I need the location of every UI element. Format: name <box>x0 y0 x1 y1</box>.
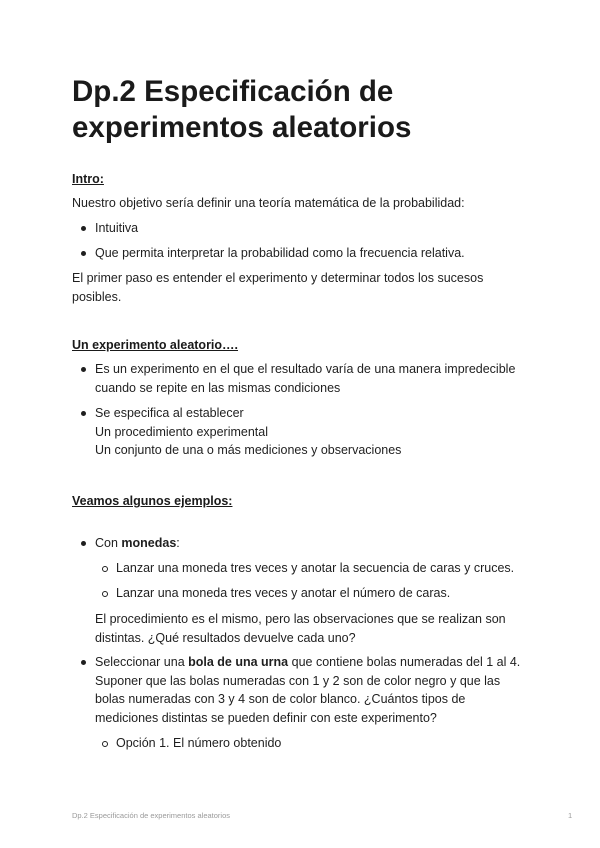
hollow-bullet-icon <box>102 566 108 572</box>
intro-closing-line-1: El primer paso es entender el experimento y determinar todos los sucesos <box>72 271 484 285</box>
title-line-2: experimentos aleatorios <box>72 111 412 144</box>
urna-line-2: Suponer que las bolas numeradas con 1 y 2 son de color negro y que las <box>95 673 501 688</box>
urna-line-4: mediciones distintas se pueden definir con este experimento? <box>95 710 437 725</box>
monedas-sub-2-text: Lanzar una moneda tres veces y anotar el número de caras. <box>116 586 451 600</box>
hollow-bullet-icon <box>102 591 108 597</box>
title-line-1: Dp.2 Especificación de <box>72 75 394 108</box>
urna-bullet <box>95 653 535 727</box>
bullet-icon <box>81 226 86 231</box>
experimento-heading: Un experimento aleatorio…. <box>72 338 239 352</box>
page-footer: Dp.2 Especificación de experimentos aleatorios <box>72 811 231 820</box>
intro-text: Nuestro objetivo sería definir una teoría matemática de la probabilidad: <box>72 196 465 210</box>
bullet-icon <box>81 367 86 372</box>
intro-closing-line-2: posibles. <box>72 289 122 304</box>
intro-closing <box>72 269 532 306</box>
urna-prefix: Seleccionar una <box>95 655 189 669</box>
bullet-icon <box>81 541 86 546</box>
monedas-suffix: : <box>176 536 180 550</box>
hollow-bullet-icon <box>102 741 108 747</box>
intro-bullet-1-text: Intuitiva <box>95 221 139 235</box>
monedas-sub-2 <box>116 584 536 603</box>
experimento-bullet-1-line-1: Es un experimento en el que el resultado varía de una manera impredecible <box>95 362 516 376</box>
ejemplos-heading: Veamos algunos ejemplos: <box>72 494 233 508</box>
page-number: 1 <box>568 811 573 820</box>
intro-bullet-2-text: Que permita interpretar la probabilidad como la frecuencia relativa. <box>95 246 465 260</box>
monedas-bold: monedas <box>121 536 177 550</box>
experimento-bullet-2-line-3: Un conjunto de una o más mediciones y observaciones <box>95 443 402 457</box>
bullet-icon <box>81 411 86 416</box>
experimento-bullet-2-line-2: Un procedimiento experimental <box>95 424 269 439</box>
monedas-sub-1-text: Lanzar una moneda tres veces y anotar la secuencia de caras y cruces. <box>116 561 515 575</box>
experimento-bullet-2 <box>95 404 535 460</box>
monedas-sub-1 <box>116 559 536 578</box>
urna-bold: bola de una urna <box>188 655 289 669</box>
urna-sub-1 <box>116 734 536 753</box>
monedas-bullet <box>95 534 535 553</box>
urna-sub-1-text: Opción 1. El número obtenido <box>116 736 282 750</box>
page-title <box>72 74 542 146</box>
intro-bullet-2 <box>95 244 535 263</box>
experimento-bullet-1 <box>95 360 535 397</box>
monedas-note <box>95 610 535 647</box>
experimento-bullet-1-line-2: cuando se repite en las mismas condiciones <box>95 380 341 395</box>
urna-line-3: bolas numeradas con 3 y 4 son de color blanco. ¿Cuántos tipos de <box>95 692 466 706</box>
monedas-prefix: Con <box>95 536 122 550</box>
monedas-note-line-2: distintas. ¿Qué resultados devuelve cada uno? <box>95 630 356 645</box>
bullet-icon <box>81 660 86 665</box>
intro-heading: Intro: <box>72 172 104 186</box>
intro-bullet-1 <box>95 219 535 238</box>
monedas-note-line-1: El procedimiento es el mismo, pero las observaciones que se realizan son <box>95 612 506 626</box>
bullet-icon <box>81 251 86 256</box>
urna-suffix: que contiene bolas numeradas del 1 al 4. <box>288 655 521 669</box>
experimento-bullet-2-line-1: Se especifica al establecer <box>95 406 244 420</box>
